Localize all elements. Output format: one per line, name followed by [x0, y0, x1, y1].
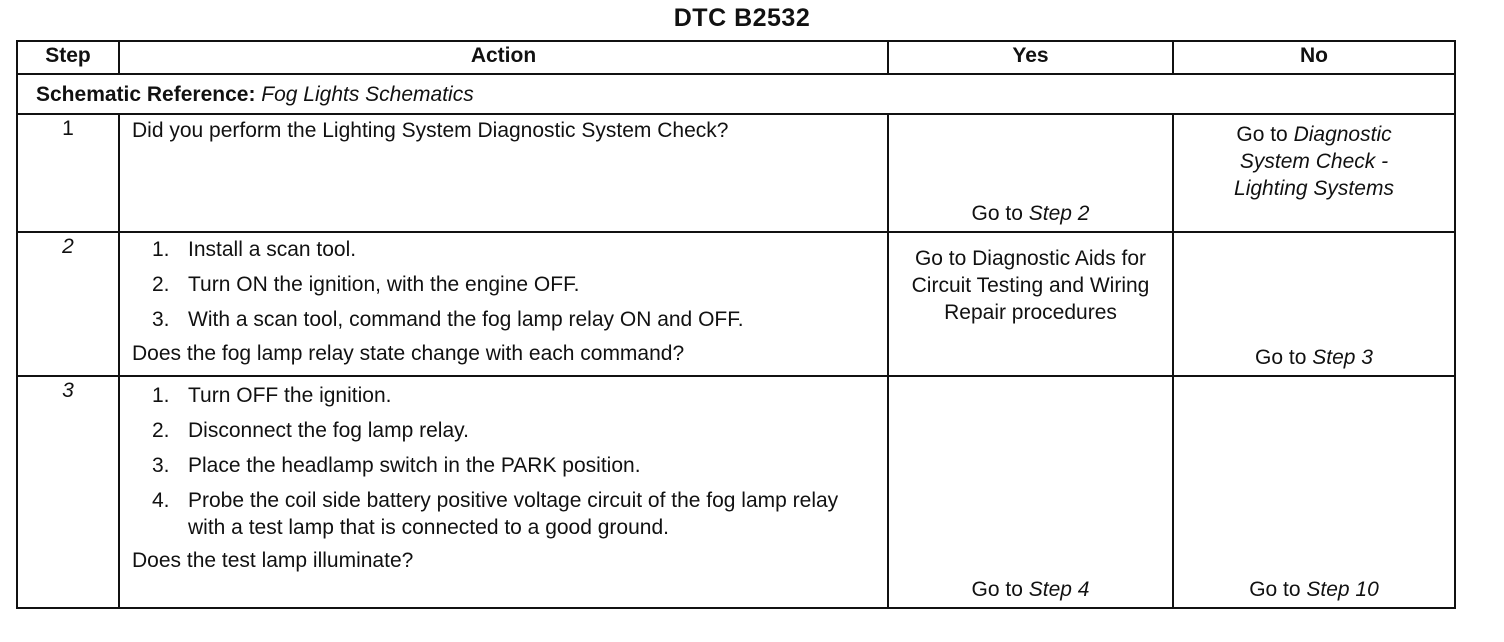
- table-row: [17, 232, 1455, 376]
- schematic-reference-row: [17, 74, 1455, 114]
- goto-step-link[interactable]: Step 4: [1028, 578, 1090, 601]
- yes-action[interactable]: Go to Diagnostic Aids for Circuit Testing and Wiring Repair procedures: [911, 247, 1150, 324]
- step-number: 3: [17, 376, 119, 608]
- no-cell: [1173, 232, 1455, 376]
- schematic-label: Schematic Reference:: [36, 82, 256, 106]
- action-question: Did you perform the Lighting System Diagnostic System Check?: [132, 119, 729, 142]
- list-item: 4. Probe the coil side battery positive voltage circuit of the fog lamp relay with a test lamp that is connected to a good ground.: [152, 489, 839, 539]
- list-item: 3. With a scan tool, command the fog lamp relay ON and OFF.: [152, 308, 744, 331]
- goto-diagnostic-link[interactable]: Diagnostic System Check - Lighting Systems: [1234, 123, 1394, 200]
- dtc-table: [16, 40, 1456, 609]
- table-row: [17, 376, 1455, 608]
- no-action: Go to Diagnostic System Check - Lighting Systems: [1234, 123, 1394, 200]
- step-number: 1: [17, 114, 119, 232]
- action-question: Does the test lamp illuminate?: [132, 549, 414, 572]
- no-action: Go to Step 3: [1255, 346, 1373, 369]
- no-action: Go to Step 10: [1249, 578, 1379, 601]
- action-steps-list: [132, 236, 879, 333]
- header-step: Step: [17, 41, 119, 74]
- yes-cell: [888, 114, 1173, 232]
- no-cell: [1173, 114, 1455, 232]
- action-cell: [119, 114, 888, 232]
- yes-action: Go to Step 2: [971, 202, 1090, 225]
- header-no: No: [1173, 41, 1455, 74]
- yes-cell: [888, 376, 1173, 608]
- goto-step-link[interactable]: Step 10: [1306, 578, 1379, 601]
- step-number: 2: [17, 232, 119, 376]
- schematic-link[interactable]: Fog Lights Schematics: [261, 82, 474, 106]
- list-item: 1. Turn OFF the ignition.: [152, 384, 392, 407]
- page-title: DTC B2532: [673, 4, 811, 32]
- schematic-reference: [17, 74, 1455, 114]
- action-cell: [119, 232, 888, 376]
- list-item: 2. Turn ON the ignition, with the engine OFF.: [152, 273, 580, 296]
- goto-step-link[interactable]: Step 2: [1028, 202, 1090, 225]
- goto-step-link[interactable]: Step 3: [1312, 346, 1373, 369]
- list-item: 3. Place the headlamp switch in the PARK position.: [152, 454, 641, 477]
- header-yes: Yes: [888, 41, 1173, 74]
- no-cell: [1173, 376, 1455, 608]
- action-steps-list: [132, 382, 879, 541]
- header-action: Action: [119, 41, 888, 74]
- list-item: 2. Disconnect the fog lamp relay.: [152, 419, 469, 442]
- header-row: [17, 41, 1455, 74]
- action-cell: [119, 376, 888, 608]
- yes-cell: [888, 232, 1173, 376]
- list-item: 1. Install a scan tool.: [152, 238, 357, 261]
- action-question: Does the fog lamp relay state change with each command?: [132, 342, 685, 365]
- yes-action: Go to Step 4: [971, 578, 1090, 601]
- table-row: [17, 114, 1455, 232]
